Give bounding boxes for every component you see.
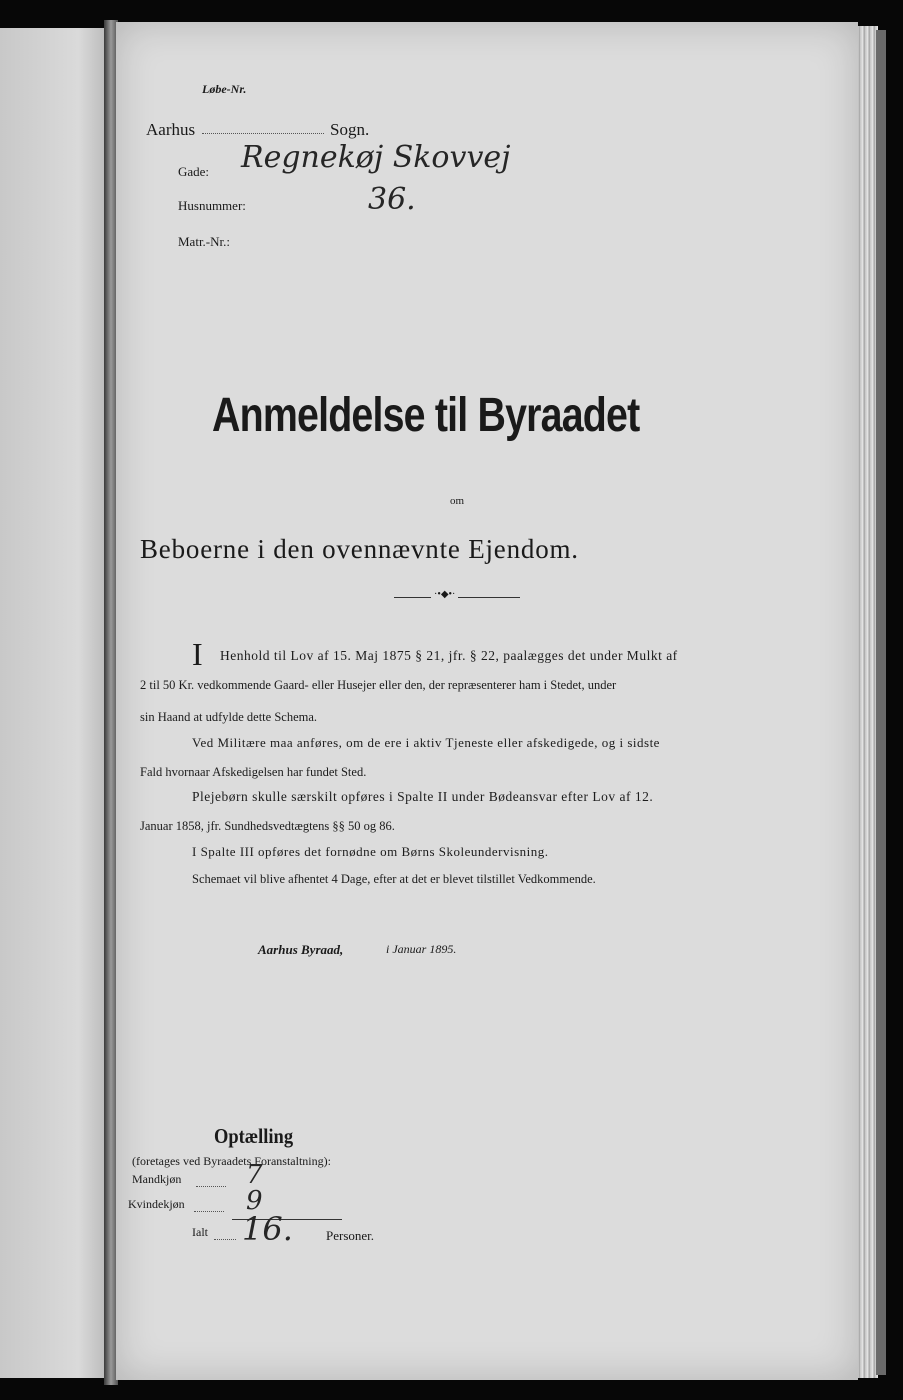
ornament-center: ·•◆•· (431, 589, 458, 600)
gade-value: Regnekøj Skovvej (241, 140, 511, 175)
ialt-dots (214, 1239, 236, 1240)
count-note: (foretages ved Byraadets Foranstaltning): (132, 1154, 331, 1168)
personer-label: Personer. (326, 1228, 375, 1243)
husnummer-label: Husnummer: (178, 198, 246, 213)
title-om: om (450, 495, 465, 507)
page-edges (856, 26, 878, 1378)
body-line: Plejebørn skulle særskilt opføres i Spalte II under Bødeansvar efter Lov af 12. (192, 789, 654, 804)
document-title: Anmeldelse til Byraadet (212, 389, 640, 442)
body-line: sin Haand at udfylde dette Schema. (140, 710, 318, 724)
signature-date: i Januar 1895. (386, 942, 457, 956)
drop-cap: I (192, 636, 203, 672)
mandkjon-value: 7 (246, 1160, 263, 1190)
book-cover-edge (876, 30, 886, 1375)
document-page (116, 22, 858, 1380)
sogn-label: Sogn. (330, 120, 370, 139)
lobe-nr-label: Løbe-Nr. (202, 82, 247, 96)
city-label: Aarhus (146, 120, 196, 139)
husnummer-value: 36. (368, 182, 416, 217)
document-subtitle: Beboerne i den ovennævnte Ejendom. (140, 534, 579, 564)
body-line: Januar 1858, jfr. Sundhedsvedtægtens §§ 50 og 86. (140, 819, 395, 833)
mandkjon-label: Mandkjøn (132, 1172, 182, 1186)
body-line: Ved Militære maa anføres, om de ere i aktiv Tjeneste eller afskedigede, og i sidste (192, 735, 660, 750)
signature-authority: Aarhus Byraad, (258, 942, 344, 957)
body-line: Fald hvornaar Afskedigelsen har fundet Sted. (140, 765, 367, 779)
kvindekjon-dots (194, 1211, 224, 1212)
kvindekjon-value: 9 (246, 1186, 263, 1216)
count-title: Optælling (214, 1124, 294, 1148)
matr-label: Matr.-Nr.: (178, 234, 230, 249)
body-line: I Spalte III opføres det fornødne om Børns Skoleundervisning. (192, 844, 549, 859)
body-line: Schemaet vil blive afhentet 4 Dage, efter at det er blevet tilstillet Vedkommende. (192, 872, 596, 886)
sogn-dotted-line (202, 133, 324, 134)
mandkjon-dots (196, 1186, 226, 1187)
ialt-value: 16. (242, 1210, 293, 1248)
kvindekjon-label: Kvindekjøn (128, 1197, 185, 1211)
body-line: 2 til 50 Kr. vedkommende Gaard- eller Husejer eller den, der repræsenterer ham i Stedet, under (140, 678, 617, 692)
gade-label: Gade: (178, 164, 210, 179)
left-page (0, 28, 112, 1378)
body-line: Henhold til Lov af 15. Maj 1875 § 21, jfr. § 22, paalægges det under Mulkt af (220, 648, 678, 663)
ialt-label: Ialt (192, 1225, 208, 1239)
